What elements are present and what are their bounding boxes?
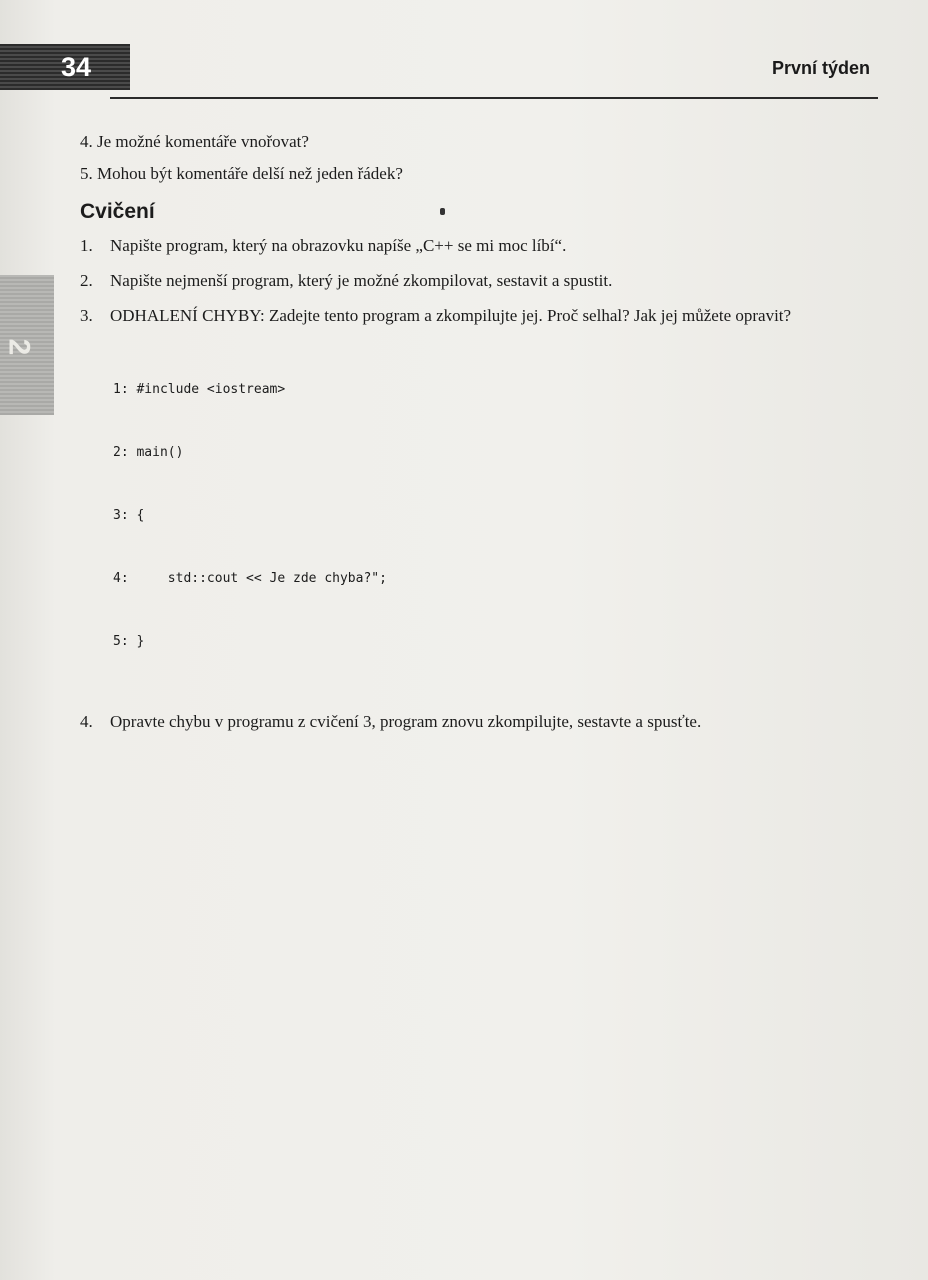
running-header-title: První týden [771,58,870,78]
exercise-text: ODHALENÍ CHYBY: Zadejte tento program a zkompilujte jej. Proč selhal? Jak jej můžete opravit? [110,306,792,325]
exercise-3 [80,302,870,329]
exercise-text: Napište nejmenší program, který je možné zkompilovat, sestavit a spustit. [110,271,613,290]
code-line: 4: std::cout << Je zde chyba?"; [113,571,387,586]
exercise-text: Napište program, který na obrazovku napíše „C++ se mi moc líbí“. [110,236,567,255]
page-number: 34 [60,52,92,82]
exercises-heading: Cvičení [80,200,155,223]
exercise-number: 2. [80,271,93,290]
code-listing [113,337,870,694]
exercise-number: 1. [80,236,93,255]
question-5: 5. Mohou být komentáře delší než jeden řádek? [80,164,403,183]
code-line: 2: main() [113,445,184,460]
question-4: 4. Je možné komentáře vnořovat? [80,132,309,151]
header-rule [110,97,878,99]
code-line: 1: #include <iostream> [113,382,286,397]
exercise-number: 4. [80,712,93,731]
code-line: 5: } [113,634,145,649]
exercise-1 [80,232,870,259]
exercise-2 [80,267,870,294]
exercise-number: 3. [80,306,93,325]
code-line: 3: { [113,508,145,523]
exercise-4 [80,708,870,735]
side-tab-number: 2 [2,338,36,356]
exercise-text: Opravte chybu v programu z cvičení 3, program znovu zkompilujte, sestavte a spusťte. [110,712,702,731]
page-content [80,128,870,743]
